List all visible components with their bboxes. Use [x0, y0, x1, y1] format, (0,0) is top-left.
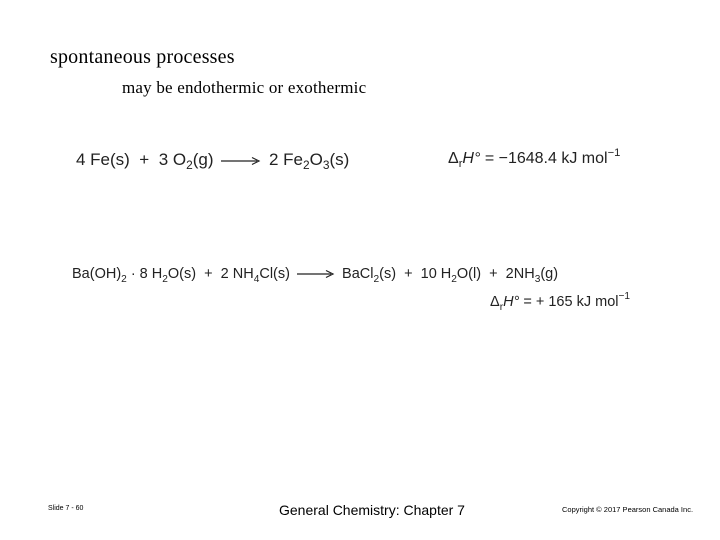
reaction-2-enthalpy: $\Delta_rH^\circ$ = + 165 kJ mol$^{-1}$ [490, 291, 631, 313]
reaction-2-equation [72, 266, 559, 285]
plus-sign: + [489, 266, 498, 282]
plus-sign: + [404, 266, 413, 282]
copyright-notice: Copyright © 2017 Pearson Canada Inc. [562, 505, 694, 514]
reactant-fe: 4 Fe(s) [76, 150, 130, 169]
course-title: General Chemistry: Chapter 7 [279, 502, 465, 518]
reaction-1-enthalpy: $\Delta_rH^\circ = -1648.4$ kJ mol$^{-1}$ [448, 147, 621, 170]
slide-heading: spontaneous processes [50, 46, 235, 68]
slide-number: Slide 7 - 60 [48, 505, 84, 512]
product-fe2o3: 2 $Fe_2O_3(s)$ [268, 150, 350, 172]
product-ammonia: $2NH_3(g)$ [505, 266, 559, 285]
plus-sign: + [139, 150, 150, 169]
plus-sign: + [204, 266, 213, 282]
product-water: 10 $H_2O(l)$ [420, 266, 482, 285]
reactant-ammonium-chloride: 2 $NH_4Cl(s)$ [220, 266, 290, 285]
reaction-1-equation [76, 150, 349, 170]
reaction-arrow-icon [221, 156, 261, 166]
reactant-o2: 3 $O_2(g)$ [158, 150, 214, 172]
product-barium-chloride: BaCl$_2$(s) [342, 266, 397, 285]
reaction-arrow-icon [297, 269, 335, 279]
reactant-barium-hydroxide: $Ba(OH)_2 \cdot 8$ $H_2O(s)$ [72, 266, 197, 285]
slide-subheading: may be endothermic or exothermic [122, 78, 367, 97]
